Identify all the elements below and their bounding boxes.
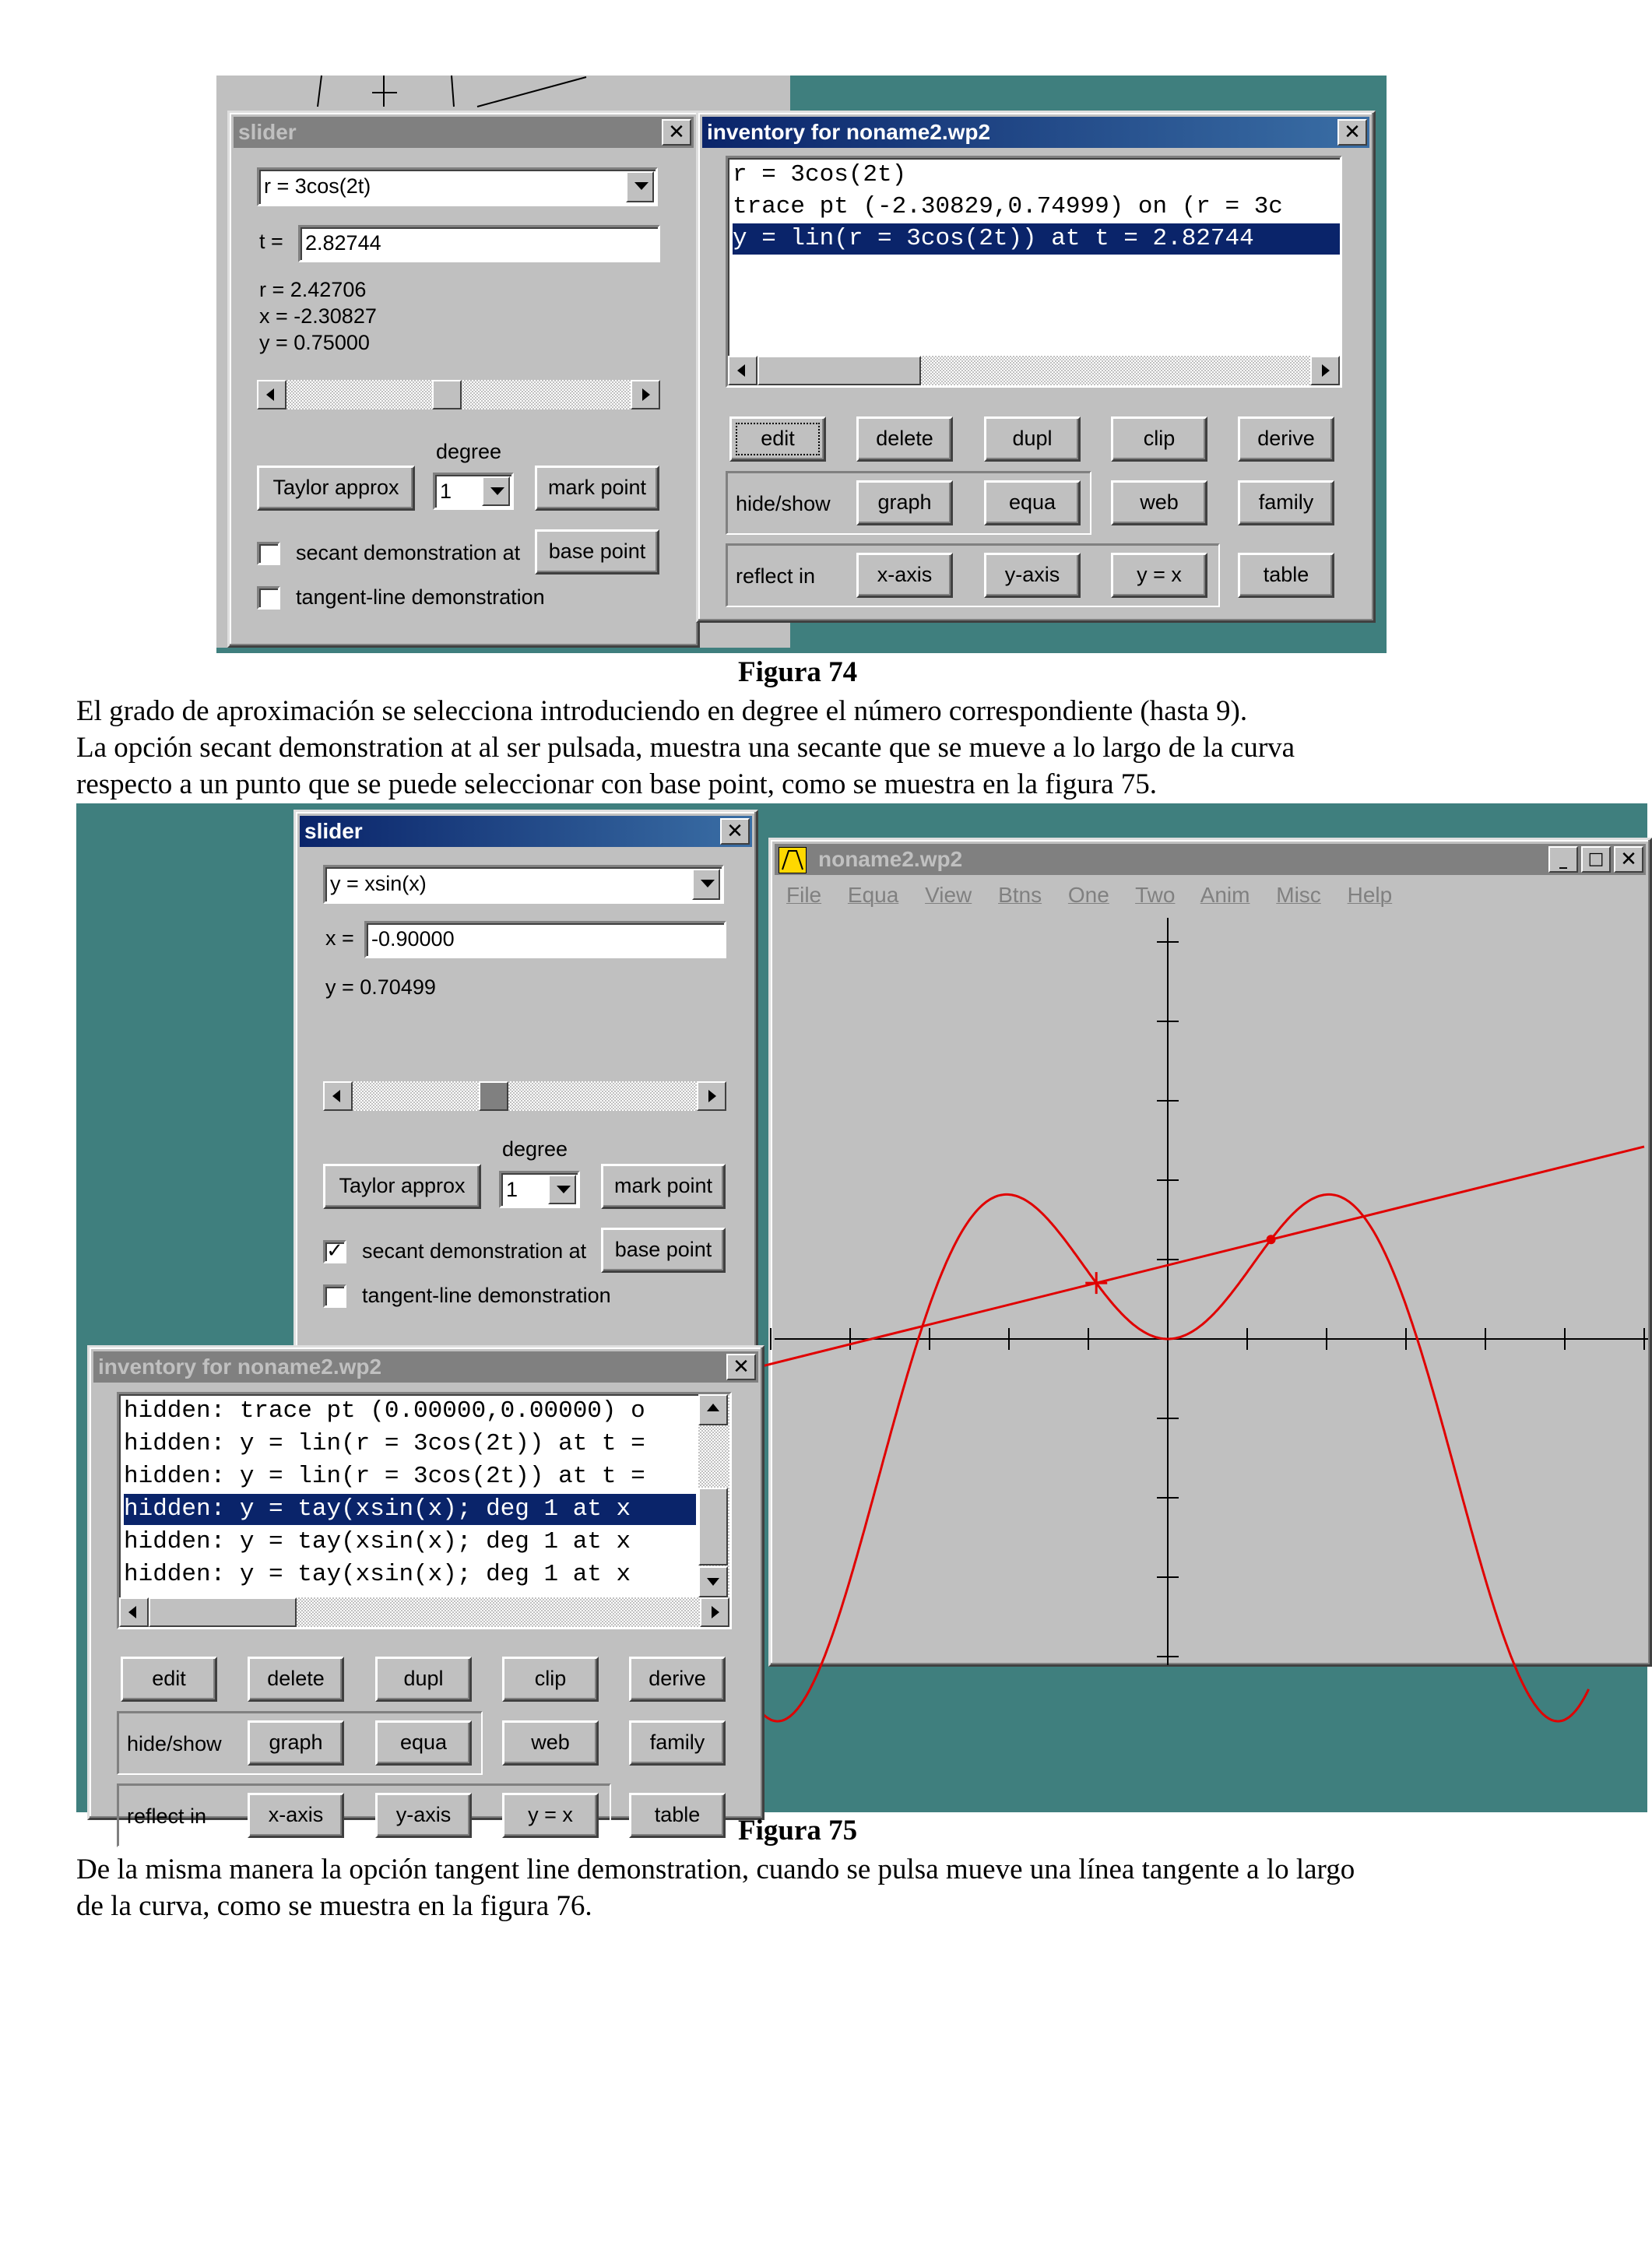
menu-btns[interactable]: Btns [998, 883, 1042, 907]
degree-select-value: 1 [506, 1178, 518, 1201]
table-button[interactable]: table [629, 1793, 726, 1838]
graph-button[interactable]: graph [856, 480, 953, 525]
scroll-right-icon[interactable] [700, 1597, 729, 1627]
menu-misc[interactable]: Misc [1276, 883, 1321, 907]
secant-label: secant demonstration at [296, 541, 521, 564]
base-point-button[interactable]: base point [535, 529, 659, 575]
list-item[interactable]: hidden: y = lin(r = 3cos(2t)) at t = [124, 1463, 645, 1490]
degree-label: degree [436, 440, 502, 463]
taylor-approx-button[interactable]: Taylor approx [323, 1164, 481, 1209]
secant-markers [1085, 1235, 1275, 1294]
x-axis-button[interactable]: x-axis [856, 553, 953, 598]
scroll-thumb[interactable] [698, 1488, 728, 1565]
equa-button[interactable]: equa [984, 480, 1081, 525]
graph-window [768, 838, 1652, 1667]
tangent-checkbox[interactable] [257, 586, 280, 610]
inventory-vscroll[interactable] [698, 1394, 729, 1597]
function-select-value: r = 3cos(2t) [264, 174, 371, 198]
taylor-approx-button[interactable]: Taylor approx [257, 466, 415, 511]
tangent-checkbox[interactable] [323, 1284, 346, 1308]
scroll-thumb[interactable] [757, 356, 921, 385]
figure-75-screenshot [76, 803, 1647, 1828]
param-label: t = [259, 230, 283, 253]
readout-y: y = 0.70499 [325, 975, 436, 999]
parameter-slider[interactable] [323, 1081, 726, 1111]
figure-75-caption: Figura 75 [738, 1815, 858, 1847]
mark-point-button[interactable]: mark point [601, 1164, 726, 1209]
inventory-list[interactable] [117, 1392, 732, 1629]
minimize-icon[interactable]: _ [1548, 846, 1578, 873]
graph-button[interactable]: graph [248, 1720, 344, 1766]
inventory-title: inventory for noname2.wp2 [707, 120, 991, 144]
paragraph-1-line-3: respecto a un punto que se puede seleccionar con base point, como se muestra en la figura 75. [76, 768, 1158, 800]
family-button[interactable]: family [1238, 480, 1334, 525]
slider-thumb[interactable] [432, 380, 462, 409]
degree-label: degree [502, 1137, 568, 1161]
scroll-up-icon[interactable] [698, 1394, 728, 1425]
chevron-down-icon[interactable] [548, 1175, 576, 1204]
list-item-selected[interactable]: hidden: y = tay(xsin(x); deg 1 at x [124, 1494, 696, 1525]
mark-point-button[interactable]: mark point [535, 466, 659, 511]
app-icon [779, 847, 807, 873]
base-point-button[interactable]: base point [601, 1228, 726, 1273]
secant-checkbox[interactable] [257, 542, 280, 565]
param-input-value: 2.82744 [305, 231, 381, 255]
chevron-down-icon[interactable] [482, 476, 510, 506]
app-icon-glyph [779, 848, 806, 873]
close-icon[interactable]: ✕ [720, 818, 750, 845]
paragraph-1-line-2: La opción secant demonstration at al ser pulsada, muestra una secante que se mueve a lo largo de la curva [76, 732, 1295, 764]
slider-title-bar [234, 117, 694, 148]
list-item[interactable]: r = 3cos(2t) [733, 161, 907, 188]
paragraph-2-line-1: De la misma manera la opción tangent line demonstration, cuando se pulsa mueve una línea tangente a lo largo [76, 1854, 1355, 1885]
scroll-thumb[interactable] [149, 1597, 297, 1627]
reflect-in-label: reflect in [127, 1804, 207, 1828]
scroll-left-icon[interactable] [119, 1597, 149, 1627]
secant-label: secant demonstration at [362, 1239, 587, 1263]
readout-r: r = 2.42706 [259, 278, 367, 301]
list-item[interactable]: hidden: trace pt (0.00000,0.00000) o [124, 1397, 645, 1425]
maximize-icon[interactable]: □ [1581, 846, 1611, 873]
y-axis-button[interactable]: y-axis [984, 553, 1081, 598]
graph-title-bar [775, 844, 1646, 875]
slider-title-bar [300, 816, 752, 847]
menu-two[interactable]: Two [1135, 883, 1176, 907]
dupl-button[interactable]: dupl [984, 416, 1081, 462]
list-item[interactable]: hidden: y = tay(xsin(x); deg 1 at x [124, 1528, 631, 1555]
function-select[interactable] [257, 167, 658, 206]
menu-bar [786, 883, 1412, 908]
readout-x: x = -2.30827 [259, 304, 377, 328]
family-button[interactable]: family [629, 1720, 726, 1766]
menu-view[interactable]: View [925, 883, 972, 907]
inventory-title-bar [93, 1351, 758, 1383]
derive-button[interactable]: derive [629, 1657, 726, 1702]
param-label: x = [325, 926, 354, 950]
dupl-button[interactable]: dupl [375, 1657, 472, 1702]
inventory-window [87, 1345, 764, 1828]
menu-file[interactable]: File [786, 883, 822, 907]
menu-one[interactable]: One [1067, 883, 1109, 907]
reflect-in-label: reflect in [736, 564, 816, 588]
clip-button[interactable]: clip [1111, 416, 1207, 462]
edit-button[interactable]: edit [729, 416, 826, 462]
derive-button[interactable]: derive [1238, 416, 1334, 462]
equa-button[interactable]: equa [375, 1720, 472, 1766]
menu-equa[interactable]: Equa [847, 883, 899, 907]
delete-button[interactable]: delete [248, 1657, 344, 1702]
parameter-slider[interactable] [257, 380, 660, 409]
param-input[interactable] [298, 225, 660, 262]
tangent-label: tangent-line demonstration [362, 1284, 611, 1307]
slider-window [293, 810, 758, 1351]
slider-title: slider [304, 819, 363, 843]
inventory-title: inventory for noname2.wp2 [98, 1355, 382, 1379]
web-button[interactable]: web [1111, 480, 1207, 525]
close-icon[interactable]: ✕ [1337, 119, 1367, 146]
figure-74-screenshot [216, 76, 1387, 653]
list-item-selected[interactable]: y = lin(r = 3cos(2t)) at t = 2.82744 [733, 223, 1340, 255]
scroll-right-icon[interactable] [1310, 356, 1340, 385]
y-axis-button[interactable]: y-axis [375, 1793, 472, 1838]
figure-74-caption: Figura 74 [738, 656, 858, 688]
function-select[interactable] [323, 865, 724, 904]
chevron-down-icon[interactable] [626, 171, 654, 202]
edit-button[interactable]: edit [121, 1657, 217, 1702]
web-button[interactable]: web [502, 1720, 599, 1766]
inventory-window [696, 111, 1376, 623]
graph-axes [771, 918, 1648, 1665]
inventory-list[interactable] [726, 156, 1342, 388]
secant-checkbox[interactable]: ✓ [323, 1240, 346, 1263]
graph-canvas[interactable] [775, 918, 1648, 1665]
clip-button[interactable]: clip [502, 1657, 599, 1702]
list-item[interactable]: hidden: y = lin(r = 3cos(2t)) at t = [124, 1430, 645, 1457]
x-axis-button[interactable]: x-axis [248, 1793, 344, 1838]
scroll-right-icon[interactable] [697, 1081, 726, 1111]
paragraph-2-line-2: de la curva, como se muestra en la figura 76. [76, 1890, 592, 1922]
base-point-marker [1267, 1235, 1276, 1244]
secant-line [755, 1147, 1644, 1368]
tangent-label: tangent-line demonstration [296, 585, 545, 609]
y-equals-x-button[interactable]: y = x [1111, 553, 1207, 598]
degree-select[interactable] [433, 473, 514, 510]
slider-window [227, 111, 700, 648]
param-input-value: -0.90000 [371, 927, 455, 951]
function-select-value: y = xsin(x) [330, 872, 427, 895]
inventory-title-bar [702, 117, 1369, 148]
chevron-down-icon[interactable] [692, 869, 720, 900]
paragraph-1-line-1: El grado de aproximación se selecciona introduciendo en degree el número correspondiente (hasta 9). [76, 695, 1248, 727]
degree-select-value: 1 [440, 480, 452, 503]
readout-y: y = 0.75000 [259, 331, 370, 354]
scroll-down-icon[interactable] [698, 1566, 728, 1597]
hide-show-label: hide/show [736, 492, 831, 515]
close-icon[interactable]: ✕ [662, 119, 691, 146]
degree-select[interactable] [499, 1171, 580, 1208]
scroll-left-icon[interactable] [728, 356, 757, 385]
close-icon[interactable]: ✕ [726, 1354, 756, 1380]
inventory-hscroll[interactable] [728, 356, 1340, 385]
scroll-left-icon[interactable] [257, 380, 286, 409]
table-button[interactable]: table [1238, 553, 1334, 598]
scroll-left-icon[interactable] [323, 1081, 353, 1111]
scroll-right-icon[interactable] [631, 380, 660, 409]
slider-title: slider [238, 120, 297, 144]
list-item[interactable]: hidden: y = tay(xsin(x); deg 1 at x [124, 1561, 631, 1588]
inventory-hscroll[interactable] [119, 1597, 729, 1627]
delete-button[interactable]: delete [856, 416, 953, 462]
menu-anim[interactable]: Anim [1200, 883, 1250, 907]
y-equals-x-button[interactable]: y = x [502, 1793, 599, 1838]
param-input[interactable] [364, 921, 726, 958]
list-item[interactable]: trace pt (-2.30829,0.74999) on (r = 3c [733, 193, 1283, 220]
close-icon[interactable]: ✕ [1614, 846, 1643, 873]
menu-help[interactable]: Help [1347, 883, 1393, 907]
slider-thumb[interactable] [479, 1081, 508, 1111]
hide-show-label: hide/show [127, 1732, 222, 1755]
graph-title: noname2.wp2 [818, 847, 963, 871]
curve-xsinx [755, 1194, 1589, 1721]
